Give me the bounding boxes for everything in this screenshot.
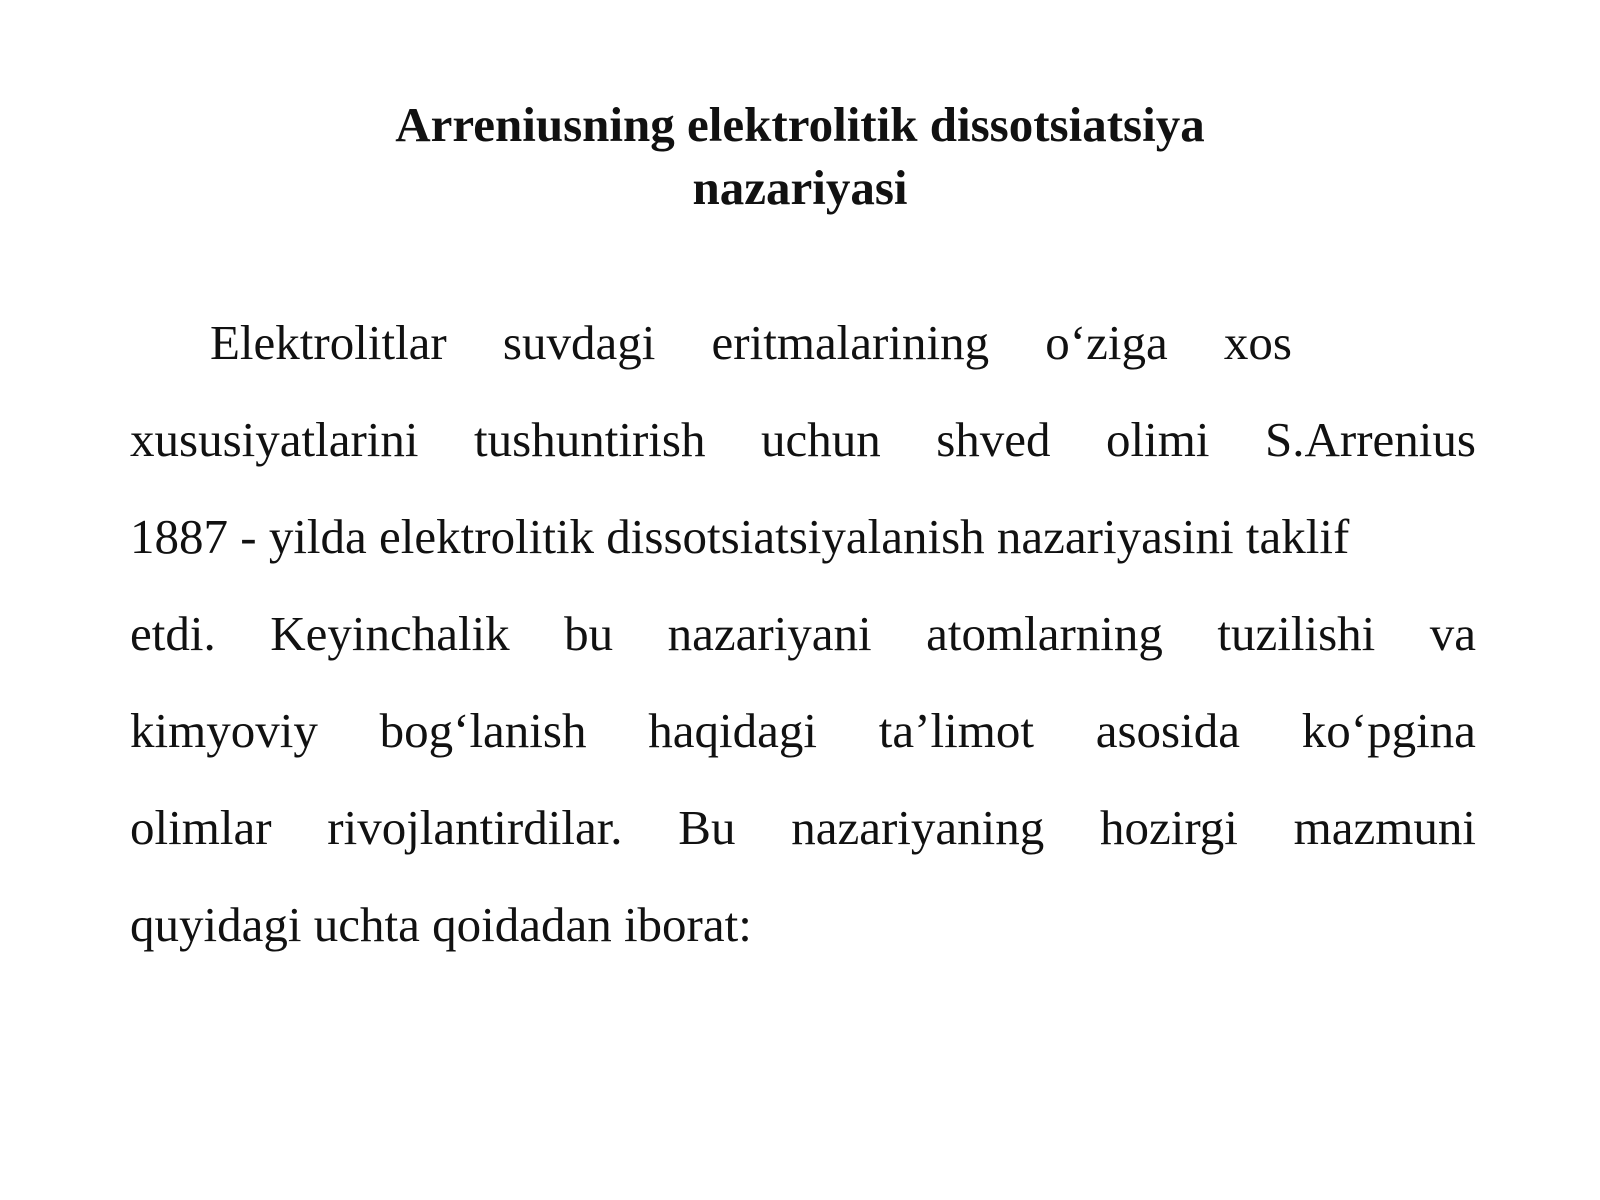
word: olimlar: [130, 800, 272, 855]
word: bu: [564, 606, 614, 661]
body-paragraph: [130, 294, 1476, 973]
paragraph-line-3: 1887 - yilda elektrolitik dissotsiatsiyalanish nazariyasini taklif: [130, 509, 1350, 564]
paragraph-line-1: [130, 294, 1476, 391]
word: rivojlantirdilar.: [327, 800, 623, 855]
word: hozirgi: [1100, 800, 1238, 855]
paragraph-line-7: quyidagi uchta qoidadan iborat:: [130, 897, 752, 952]
word: etdi.: [130, 606, 216, 661]
word: eritmalarining: [711, 315, 990, 370]
word: xos: [1223, 315, 1292, 370]
word: ko‘pgina: [1301, 703, 1476, 758]
word: suvdagi: [502, 315, 656, 370]
word: xususiyatlarini: [130, 412, 419, 467]
word: haqidagi: [648, 703, 818, 758]
document-title: [0, 93, 1600, 219]
word: Elektrolitlar: [210, 315, 447, 370]
word: Bu: [678, 800, 736, 855]
paragraph-line-4: [130, 585, 1476, 682]
word: o‘ziga: [1045, 315, 1168, 370]
word: uchun: [760, 412, 881, 467]
paragraph-line-6: [130, 779, 1476, 876]
word: va: [1429, 606, 1476, 661]
word: tushuntirish: [474, 412, 706, 467]
word: atomlarning: [926, 606, 1163, 661]
word: ta’limot: [878, 703, 1034, 758]
word: asosida: [1095, 703, 1240, 758]
word: tuzilishi: [1217, 606, 1376, 661]
word: nazariyani: [667, 606, 872, 661]
word: shved: [936, 412, 1051, 467]
title-line-2: nazariyasi: [692, 160, 908, 215]
word: mazmuni: [1293, 800, 1476, 855]
word: olimi: [1106, 412, 1210, 467]
word: bog‘lanish: [379, 703, 587, 758]
word: kimyoviy: [130, 703, 318, 758]
title-line-1: Arreniusning elektrolitik dissotsiatsiya: [395, 97, 1205, 152]
paragraph-line-2: [130, 391, 1476, 488]
word: nazariyaning: [791, 800, 1045, 855]
word: Keyinchalik: [270, 606, 510, 661]
word: S.Arrenius: [1265, 412, 1476, 467]
paragraph-line-5: [130, 682, 1476, 779]
